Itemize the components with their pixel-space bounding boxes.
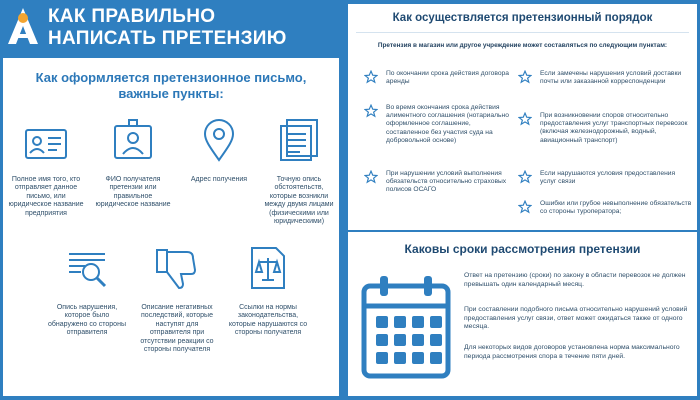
item-text: Описание негативных последствий, которые наступят для отправителя при отсутствии реакции со стороны получателя xyxy=(140,304,214,354)
star-icon xyxy=(518,112,532,126)
right-top-intro: Претензия в магазин или другое учреждение может составляться по следующим пунктам: xyxy=(377,42,668,49)
list-item xyxy=(364,104,514,145)
star-icon xyxy=(364,170,378,184)
list-item-text: При нарушении условий выполнения обязательств относительно страховых полисов ОСАГО xyxy=(386,170,507,194)
document-search-icon xyxy=(65,246,109,290)
item-text: Ссылки на нормы законодательства, которые нарушаются со стороны получателя xyxy=(228,304,308,337)
list-item xyxy=(364,170,514,195)
thumbs-down-icon xyxy=(155,246,199,290)
item-text: ФИО получателя претензии или правильное юридическое название xyxy=(95,176,171,209)
deadline-paragraph: Ответ на претензию (сроки) по закону в области перевозок не должен превышать один календарный месяц. xyxy=(464,272,686,288)
list-item-text: По окончании срока действия договора аренды xyxy=(386,70,509,86)
item-sender-name xyxy=(6,126,86,218)
calendar-icon xyxy=(358,272,454,382)
page-title-line2: НАПИСАТЬ ПРЕТЕНЗИЮ xyxy=(48,28,287,49)
left-heading-line2: важные пункты: xyxy=(118,86,224,101)
right-bottom-heading: Каковы сроки рассмотрения претензии xyxy=(404,242,641,256)
right-bottom-card xyxy=(348,232,697,396)
list-item xyxy=(518,112,692,145)
star-icon xyxy=(364,70,378,84)
list-item-text: Если замечены нарушения условий доставки почты или заказанной корреспонденции xyxy=(540,70,682,86)
star-icon xyxy=(518,170,532,184)
deadline-paragraph: Для некоторых видов договоров установлена норма максимального периода рассмотрения спора в течение пяти дней. xyxy=(464,344,680,360)
item-address xyxy=(179,118,259,184)
item-circumstances xyxy=(261,118,337,226)
item-law-references xyxy=(225,246,311,338)
list-item xyxy=(518,70,692,86)
badge-icon xyxy=(111,118,155,162)
star-icon xyxy=(518,70,532,84)
list-item-text: Если нарушаются условия предоставления услуг связи xyxy=(540,170,676,186)
item-consequences xyxy=(135,246,219,354)
item-recipient-name xyxy=(93,118,173,210)
list-item-text: Ошибки или грубое невыполнение обязательств со стороны туроператора; xyxy=(540,200,692,216)
left-card xyxy=(3,58,339,396)
item-text: Опись нарушения, которое было обнаружено со стороны отправителя xyxy=(48,304,126,337)
item-text: Полное имя того, кто отправляет данное письмо, или юридическое название предприятия xyxy=(8,176,84,217)
documents-icon xyxy=(277,118,321,162)
star-icon xyxy=(518,200,532,214)
header xyxy=(0,0,345,56)
item-text: Адрес получения xyxy=(190,176,248,183)
item-text: Точную опись обстоятельств, которые возникли между двумя лицами (физическими или юридическими) xyxy=(264,176,334,226)
deadline-paragraph: При составлении подобного письма относительно нарушений условий предоставления услуг связи, ответ может ожидаться также от одного месяца. xyxy=(464,306,688,331)
list-item xyxy=(364,70,514,86)
list-item xyxy=(518,200,692,216)
list-item-text: При возникновении споров относительно предоставления услуг транспортных перевозок (включая железнодорожный, водный, авиационный транспорт) xyxy=(540,112,688,144)
id-card-icon xyxy=(24,126,68,162)
list-item-text: Во время окончания срока действия алиментного соглашения (нотариально оформленное соглашение, составленное без участия суда на добровольной основе) xyxy=(386,104,509,144)
right-top-divider xyxy=(356,32,689,33)
logo-icon xyxy=(6,6,40,46)
page-title-line1: КАК ПРАВИЛЬНО xyxy=(48,6,216,27)
location-pin-icon xyxy=(201,118,237,162)
law-document-icon xyxy=(248,246,288,290)
right-top-heading: Как осуществляется претензионный порядок xyxy=(392,12,653,24)
left-heading-line1: Как оформляется претензионное письмо, xyxy=(35,70,307,85)
item-violation xyxy=(47,246,127,338)
list-item xyxy=(518,170,692,186)
star-icon xyxy=(364,104,378,118)
right-top-card xyxy=(348,4,697,230)
